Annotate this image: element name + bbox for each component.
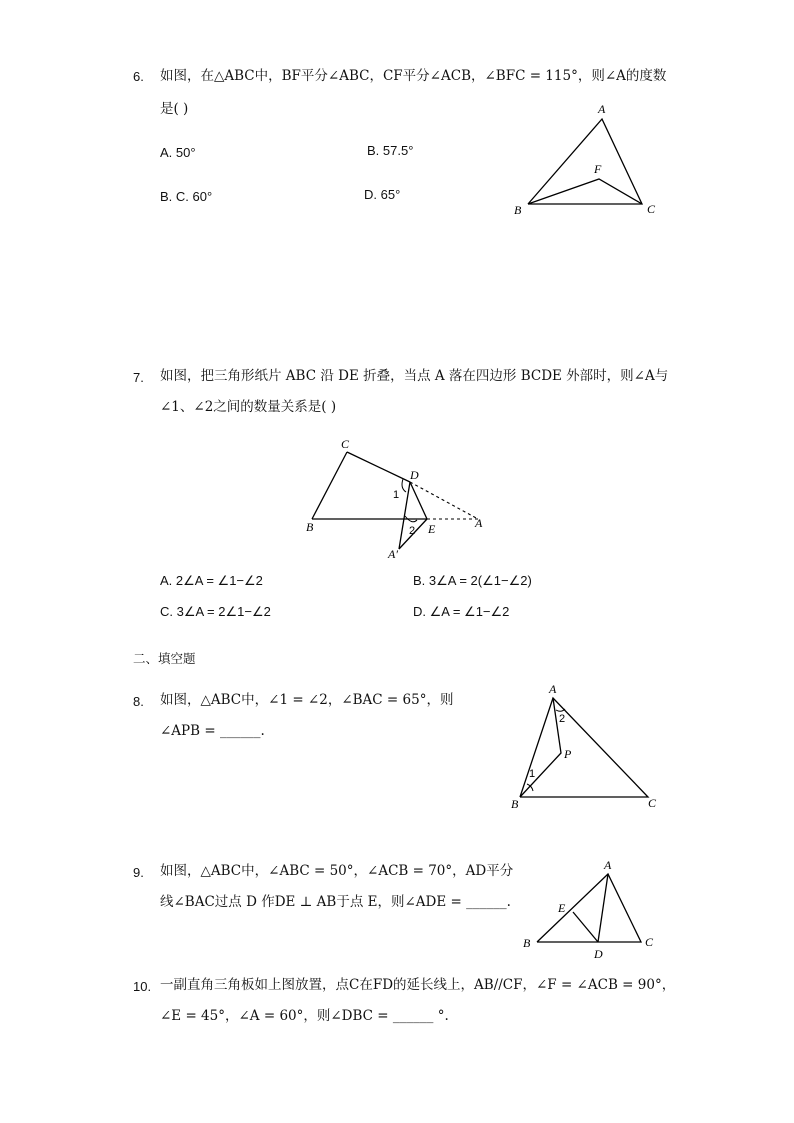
question-text-line-2: ∠1、∠2之间的数量关系是( ) — [160, 399, 337, 415]
label-angle-1: 1 — [529, 768, 536, 780]
label-c: C — [645, 935, 654, 949]
label-angle-1: 1 — [393, 489, 400, 501]
option-a: A. 2∠A = ∠1−∠2 — [160, 573, 263, 588]
option-d: D. ∠A = ∠1−∠2 — [413, 604, 510, 619]
triangle-figure-q9 — [518, 855, 663, 963]
label-d: D — [594, 947, 603, 961]
question-number: 9. — [133, 865, 144, 880]
label-e: E — [558, 901, 566, 915]
label-c: C — [341, 437, 350, 451]
label-p: P — [564, 747, 572, 761]
triangle-figure-q6 — [505, 98, 670, 220]
question-text-line-1: 一副直角三角板如上图放置，点C在FD的延长线上，AB//CF，∠F = ∠ACB = 90°， — [160, 977, 676, 993]
label-a: A — [475, 516, 483, 530]
question-number: 7. — [133, 370, 144, 385]
label-a-prime: A′ — [388, 547, 398, 561]
question-text-line-2: ∠APB = ______. — [160, 723, 265, 739]
question-number: 6. — [133, 69, 144, 84]
question-text-line-1: 如图，△ABC中，∠ABC = 50°，∠ACB = 70°，AD平分 — [160, 863, 514, 879]
option-b: B. 57.5° — [367, 143, 414, 158]
question-text-line-2: ∠E = 45°，∠A = 60°，则∠DBC = ______ °. — [160, 1008, 449, 1024]
question-text-line-2: 线∠BAC过点 D 作DE ⊥ AB于点 E，则∠ADE = ______. — [160, 894, 511, 910]
question-text-line-2: 是( ) — [160, 101, 189, 117]
label-a: A — [598, 102, 606, 116]
label-b: B — [306, 520, 314, 534]
option-d: D. 65° — [364, 187, 401, 202]
label-e: E — [428, 522, 436, 536]
label-angle-2: 2 — [409, 525, 416, 537]
question-text-line-1: 如图，把三角形纸片 ABC 沿 DE 折叠，当点 A 落在四边形 BCDE 外部时，则∠A与 — [160, 368, 669, 384]
option-b: B. 3∠A = 2(∠1−∠2) — [413, 573, 532, 588]
option-a: A. 50° — [160, 145, 196, 160]
label-angle-2: 2 — [559, 713, 566, 725]
label-b: B — [511, 797, 519, 811]
label-f: F — [594, 162, 602, 176]
question-text-line-1: 如图，在△ABC中，BF平分∠ABC，CF平分∠ACB，∠BFC = 115°，则∠A的度数 — [160, 68, 667, 84]
question-text-line-1: 如图，△ABC中，∠1 = ∠2，∠BAC = 65°，则 — [160, 692, 454, 708]
option-c: B. C. 60° — [160, 189, 213, 204]
triangle-figure-q8 — [505, 680, 670, 813]
folded-triangle-figure-q7 — [300, 432, 510, 564]
label-a: A — [604, 858, 612, 872]
label-d: D — [410, 468, 419, 482]
option-c: C. 3∠A = 2∠1−∠2 — [160, 604, 271, 619]
label-c: C — [648, 796, 657, 810]
question-number: 10. — [133, 979, 152, 994]
label-c: C — [647, 202, 656, 216]
question-number: 8. — [133, 694, 144, 709]
label-b: B — [523, 936, 531, 950]
label-a: A — [549, 682, 557, 696]
section-heading: 二、填空题 — [133, 651, 196, 666]
label-b: B — [514, 203, 522, 217]
